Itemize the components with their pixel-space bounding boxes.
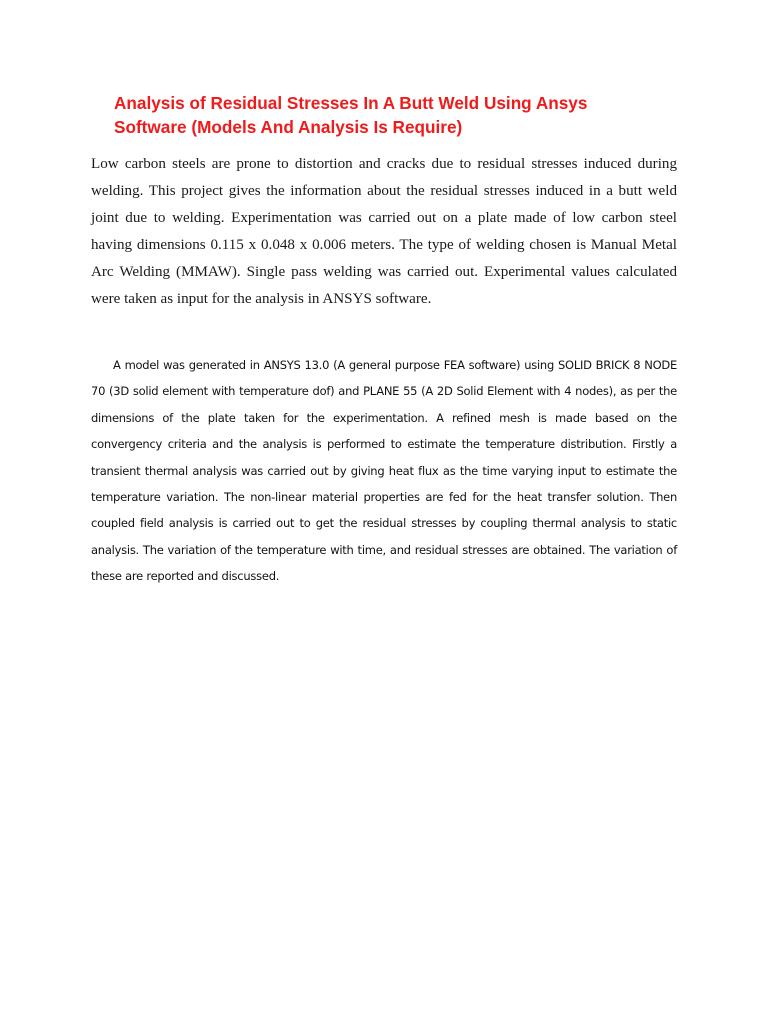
document-title: Analysis of Residual Stresses In A Butt Weld Using Ansys Software (Models And Analysis Is Require) — [114, 93, 588, 137]
abstract-paragraph: Low carbon steels are prone to distortion and cracks due to residual stresses induced during welding. This project gives the information about the residual stresses induced in a butt weld joint due to welding. Experimentation was carried out on a plate made of low carbon steel having dimensions 0.115 x 0.048 x 0.006 meters. The type of welding chosen is Manual Metal Arc Welding (MMAW). Single pass welding was carried out. Experimental values calculated were taken as input for the analysis in ANSYS software. — [91, 156, 677, 308]
methodology-paragraph: A model was generated in ANSYS 13.0 (A general purpose FEA software) using SOLID BRICK 8 NODE 70 (3D solid element with temperature dof) and PLANE 55 (A 2D Solid Element with 4 nodes), as per the dimensions of the plate taken for the experimentation. A refined mesh is made based on the convergency criteria and the analysis is performed to estimate the temperature distribution. Firstly a transient thermal analysis was carried out by giving heat flux as the time varying input to estimate the temperature variation. The non-linear material properties are fed for the heat transfer solution. Then coupled field analysis is carried out to get the residual stresses by coupling thermal analysis to static analysis. The variation of the temperature with time, and residual stresses are obtained. The variation of these are reported and discussed. — [91, 358, 677, 584]
